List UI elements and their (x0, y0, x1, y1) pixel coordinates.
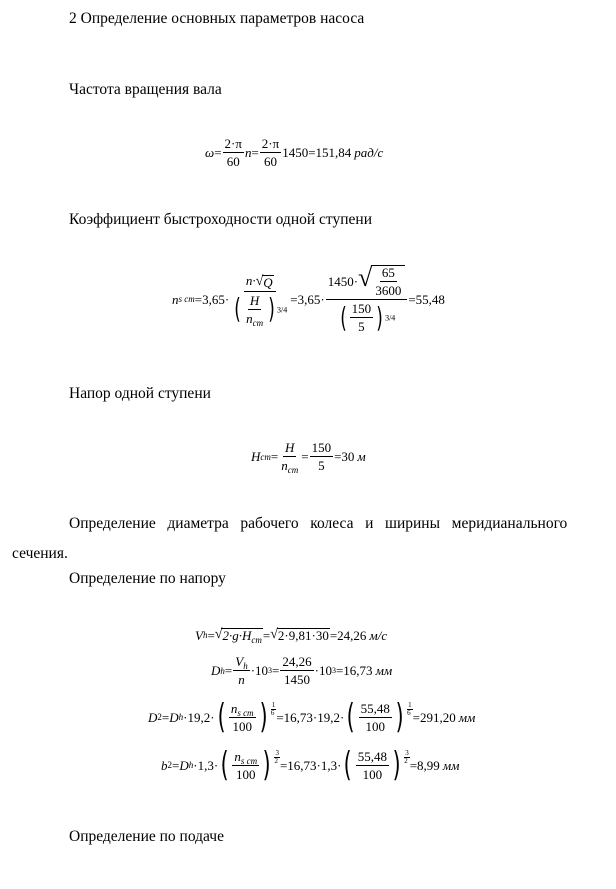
hst-symbol: H (251, 449, 261, 464)
fraction (373, 266, 403, 297)
exponent-denominator: 6 (407, 708, 411, 717)
unit: м/с (369, 627, 388, 643)
radicand: 2·g·H (222, 628, 252, 643)
radicand: 2·9,81·30 (277, 628, 329, 643)
result-value: =30 (334, 449, 355, 464)
stage-value: 5 (358, 319, 365, 334)
nst-symbol: n (281, 458, 288, 473)
stage-count (244, 310, 265, 328)
fraction (356, 750, 389, 781)
multiplier: ·10 (250, 663, 269, 678)
fraction-numerator (233, 655, 249, 671)
exponent-numerator: 3 (405, 748, 409, 757)
formula-b2: b 2 = D h ·1,3· ( $n_{s ст}$ 100 ) $\frac{3}{2}$ =16,73·1,3· ( $\frac{55,48}{100}$ ) $\frac{3}{2}$ =8,99 мм (161, 745, 460, 785)
ns-symbol: n (230, 700, 238, 716)
fraction (223, 137, 244, 168)
fraction-numerator: 150 (311, 440, 332, 455)
equals-sign: = (224, 663, 233, 678)
fraction-numerator (326, 265, 408, 300)
dh-symbol: D (169, 709, 179, 725)
parenthesized-group: ( $\frac{55,48}{100}$ ) (346, 697, 404, 737)
numerator-n: n· (245, 272, 256, 288)
fraction-numerator: 24,26 (282, 654, 312, 669)
fraction (230, 272, 289, 328)
paragraph-stage-head: Напор одной ступени (69, 385, 211, 402)
q-symbol: Q (263, 274, 273, 290)
parenthesized-group: ( $n_{s ст}$ 100 ) (217, 697, 268, 737)
fraction-denominator: 100 (362, 766, 383, 782)
fraction-denominator (336, 300, 398, 333)
equals-sign: = (214, 145, 222, 160)
nst-symbol: n (246, 310, 253, 326)
coefficient: =16,73·1,3· (279, 757, 342, 773)
square-root: √ $\frac{65}{3600}$ (358, 265, 405, 297)
square-root: √ 2·9,81·30 (270, 627, 329, 643)
head-value: 150 (351, 301, 372, 316)
formula-d2: D 2 = D h ·19,2· ( $n_{s ст}$ 100 ) $\frac{1}{6}$ =16,73·19,2· ( $\frac{55,48}{100}$ ) $\frac{1}{6}$ =291,20 мм (148, 697, 476, 737)
fraction (244, 292, 265, 328)
nst-subscript: ст (252, 317, 264, 328)
formula-dh: D h = $\frac{V_h}{n}$ ·10 3 = $\frac{24,26}{1450}$ ·10 3 =16,73 мм (211, 654, 393, 687)
rpm-symbol: n (244, 145, 252, 160)
vh-subscript: h (243, 661, 248, 671)
fraction (310, 441, 334, 472)
fraction-denominator: n (238, 672, 245, 687)
dh-symbol: D (211, 663, 221, 678)
fraction-denominator: 60 (226, 154, 240, 169)
exponent-numerator: 3 (275, 748, 279, 757)
equals-sign: = (207, 627, 215, 643)
vh-symbol: V (235, 654, 244, 669)
fraction-numerator (244, 274, 276, 292)
formula-hst: H ст = H $n_{ст}$ = $\frac{150}{5}$ =30 м (251, 440, 366, 475)
exponent-numerator: 1 (408, 700, 412, 709)
paragraph-impeller-line1: Определение диаметра рабочего колеса и ширины меридианального (69, 515, 568, 532)
result-value: =151,84 (308, 145, 352, 160)
head-symbol: H (249, 292, 260, 308)
unit: мм (375, 663, 393, 678)
ns-symbol: n (172, 291, 179, 307)
equals-sign: = (262, 627, 271, 643)
fraction-numerator: 55,48 (357, 748, 387, 764)
paragraph-by-flow: Определение по подаче (69, 828, 224, 845)
exponent-numerator: 1 (271, 700, 276, 709)
formula-ns: n s ст =3,65· n· √ Q ( H $n_{ст}$ ) $^{3/4}$ =3,65· 1450· √ $\frac{65}{3600}$ ( 150 5 ) $^{3/4}$ =55,48 (172, 263, 445, 334)
equals-sign: = (161, 709, 170, 725)
equals-sign: = (172, 757, 180, 773)
fraction (280, 655, 313, 686)
equals-sign: = (270, 449, 279, 464)
exponent-denominator: 2 (274, 756, 278, 765)
section-title: 2 Определение основных параметров насоса (69, 10, 365, 27)
fraction (279, 440, 300, 475)
parenthesized-group: ( 150 5 ) (339, 300, 383, 334)
multiplier: ·10 (314, 663, 332, 678)
result-value: =8,99 (409, 757, 440, 773)
fractional-exponent (274, 750, 280, 765)
vh-symbol: V (195, 627, 203, 643)
exponent-denominator: 2 (404, 756, 408, 765)
fraction (260, 137, 281, 168)
fraction-numerator: H (285, 440, 295, 455)
equals-sign: = (251, 145, 259, 160)
paragraph-specific-speed: Коэффициент быстроходности одной ступени (69, 211, 372, 228)
equals-sign: = (301, 449, 309, 464)
formula-vh: V h = √ $2\cdot g\cdot H_{ст}$ = √ 2·9,81·30 =24,26 м/с (195, 627, 388, 645)
unit: мм (442, 757, 460, 773)
unit: рад/с (354, 145, 384, 160)
fraction-denominator: 100 (236, 766, 256, 782)
ns-subscript: s ст (237, 707, 254, 718)
fraction (229, 702, 256, 733)
result-value: =16,73 (335, 663, 373, 678)
fraction-denominator: 60 (263, 154, 277, 169)
fraction (359, 702, 392, 733)
d2-symbol: D (148, 709, 158, 725)
fractional-exponent (407, 702, 413, 717)
rpm-value: 1450· (327, 274, 359, 289)
rpm-value: 1450 (282, 145, 309, 160)
fraction (232, 750, 259, 781)
paragraph-by-head: Определение по напору (69, 570, 226, 587)
square-root: √ Q (255, 273, 273, 290)
coefficient: =3,65· (194, 291, 230, 307)
fraction-denominator: 5 (318, 458, 325, 473)
result-value: =55,48 (408, 291, 445, 307)
parenthesized-group: ( $n_{s ст}$ 100 ) (220, 745, 271, 785)
coefficient: ·19,2· (183, 709, 215, 725)
nst-subscript: ст (287, 465, 299, 475)
square-root: √ $2\cdot g\cdot H_{ст}$ (214, 627, 262, 645)
exponent-denominator: 6 (270, 708, 275, 717)
exponent: 3/4 (385, 313, 396, 323)
fraction (326, 265, 408, 333)
radicand-subscript: ст (251, 635, 262, 645)
exponent: 3/4 (277, 305, 288, 314)
dh-symbol: D (179, 757, 189, 773)
formula-omega (205, 137, 383, 168)
parenthesized-group: ( $\frac{55,48}{100}$ ) (344, 745, 401, 785)
ns-subscript: s ст (240, 755, 258, 766)
result-value: =24,26 (329, 627, 367, 643)
fraction-numerator: 2·π (261, 136, 280, 151)
q-denominator: 3600 (375, 283, 402, 298)
fraction-denominator (279, 457, 300, 475)
fraction-denominator: 100 (365, 718, 385, 734)
ns-symbol: n (234, 748, 241, 764)
omega-symbol: ω (205, 145, 215, 160)
fraction-numerator: 55,48 (360, 700, 390, 716)
fraction (350, 302, 374, 333)
fraction-denominator: 100 (232, 718, 252, 734)
fraction-numerator (232, 750, 259, 766)
parenthesized-group: ( H $n_{ст}$ ) (234, 292, 275, 328)
fraction (233, 655, 249, 686)
fraction-numerator (229, 702, 256, 718)
coefficient: ·1,3· (193, 757, 219, 773)
b2-symbol: b (161, 757, 168, 773)
result-value: =291,20 (412, 709, 456, 725)
fractional-exponent (404, 750, 410, 765)
equals-sign: = (272, 663, 280, 678)
coefficient: =16,73·19,2· (276, 709, 345, 725)
paragraph-shaft-speed: Частота вращения вала (69, 81, 222, 98)
fractional-exponent (271, 702, 277, 717)
coefficient: =3,65· (290, 291, 325, 307)
unit: мм (458, 709, 476, 725)
q-numerator: 65 (381, 265, 395, 280)
paragraph-impeller-line2: сечения. (12, 545, 68, 562)
fraction-denominator (230, 292, 289, 328)
unit: м (357, 449, 366, 464)
fraction-numerator: 2·π (224, 136, 242, 151)
fraction-denominator: 1450 (284, 672, 310, 687)
